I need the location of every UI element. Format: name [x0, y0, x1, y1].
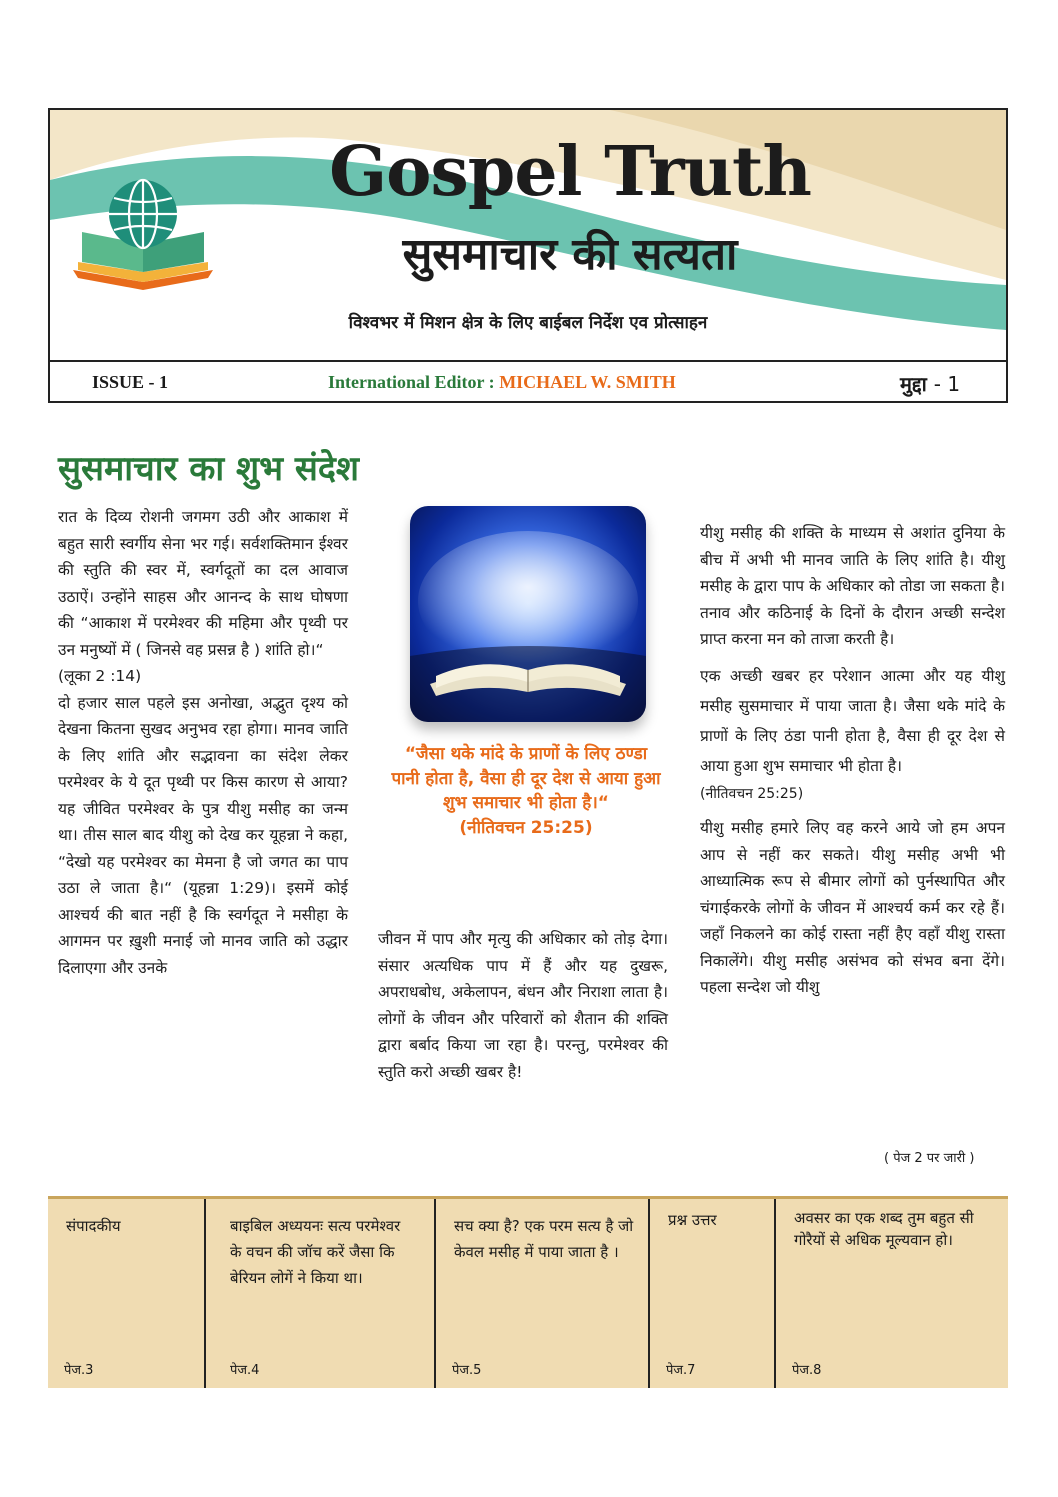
toc-item-truth[interactable]	[434, 1199, 648, 1388]
paragraph: जीवन में पाप और मृत्यु की अधिकार को तोड़ देगा। संसार अत्यधिक पाप में हैं और यह दुखरू, अपराधबोध, अकेलापन, बंधन और निराशा लाता है। लोगों के जीवन और परिवारों को शैतान की शक्ति द्वारा बर्बाद किया जा रहा है। परन्तु, परमेश्वर की स्तुति करो अच्छी खबर है!	[378, 930, 668, 1081]
toc-item-text: बाइबिल अध्ययनः सत्य परमेश्वर के वचन की जॉच करें जैसा कि बेरियन लोगें ने किया था।	[230, 1217, 401, 1287]
toc-item-text: प्रश्न उत्तर	[668, 1211, 717, 1229]
newsletter-title: Gospel Truth	[329, 132, 811, 212]
newsletter-subtitle: सुसमाचार की सत्यता	[402, 229, 738, 280]
issue-hindi-number: - 1	[933, 372, 961, 396]
scripture-reference: (नीतिवचन 25:25)	[700, 785, 804, 802]
editor-credit	[328, 372, 676, 393]
paragraph: यीशु मसीह हमारे लिए वह करने आये जो हम अपन आप से नहीं कर सकते। यीशु मसीह अभी भी आध्यात्मिक रूप से बीमार लोगों को पुर्नस्थापित और चंगाईकरके लोगों के जीवन में आश्चर्य कर्म कर रहे हैं। जहाँ निकलने का कोई रास्ता नहीं हैए वहाँ यीशु रास्ता निकालेंगे। यीशु मसीह असंभव को संभव बना देंगे। पहला सन्देश जो यीशु	[700, 819, 1005, 996]
toc-item-word[interactable]	[774, 1199, 1008, 1388]
continued-note: ( पेज 2 पर जारी )	[884, 1151, 975, 1166]
open-bible-icon	[410, 506, 646, 722]
issue-label: ISSUE - 1	[92, 372, 169, 392]
quote-text: “जैसा थके मांदे के प्राणों के लिए ठण्डा पानी होता है, वैसा ही दूर देश से आया हुआ शुभ समाचार भी होता है।“	[391, 744, 661, 813]
paragraph: दो हजार साल पहले इस अनोखा, अद्भुत दृश्य को देखना कितना सुखद अनुभव रहा होगा। मानव जाति के लिए शांति और सद्भावना का संदेश लेकर परमेश्वर के ये दूत पृथ्वी पर किस कारण से आया? यह जीवित परमेश्वर के पुत्र यीशु मसीह का जन्म था। तीस साल बाद यीशु को देख कर यूहन्ना ने कहा, “देखो यह परमेश्वर का मेमना है जो जगत का पाप उठा ले जाता है।“ (यूहन्ना 1:29)। इसमें कोई आश्चर्य की बात नहीं है कि स्वर्गदूत ने मसीहा के आगमन पर ख़ुशी मनाई जो मानव जाति को उद्धार दिलाएगा और उनके	[58, 693, 348, 977]
toc-item-page: पेज.7	[666, 1363, 696, 1378]
issue-bar	[50, 360, 1006, 403]
paragraph: यीशु मसीह की शक्ति के माध्यम से अशांत दुनिया के बीच में अभी भी मानव जाति के लिए शांति है। यीशु मसीह के द्वारा पाप के अधिकार को तोडा जा सकता है। तनाव और कठिनाई के दिनों के दौरान अच्छी सन्देश प्राप्त करना मन को ताजा करती है।	[700, 524, 1005, 648]
toc-item-questions[interactable]	[648, 1199, 774, 1388]
article-column-1	[58, 504, 348, 981]
masthead	[48, 108, 1008, 403]
toc-item-page: पेज.8	[792, 1363, 822, 1378]
article-headline: सुसमाचार का शुभ संदेश	[58, 449, 360, 489]
paragraph: एक अच्छी खबर हर परेशान आत्मा और यह यीशु मसीह सुसमाचार में पाया जाता है। जैसा थके मांदे के प्राणों के लिए ठंडा पानी होता है, वैसा ही दूर देश से आया हुआ शुभ समाचार भी होता है।	[700, 666, 1005, 775]
issue-hindi-label: मुद्दा	[900, 372, 927, 396]
toc-item-bible-study[interactable]	[204, 1199, 434, 1388]
editor-label: International Editor :	[328, 372, 500, 392]
toc-item-text: अवसर का एक शब्द तुम बहुत सी गोरैयों से अधिक मूल्यवान हो।	[794, 1209, 974, 1249]
quote-reference: (नीतिवचन 25:25)	[459, 817, 593, 838]
paragraph: रात के दिव्य रोशनी जगमग उठी और आकाश में बहुत सारी स्वर्गीय सेना भर गई। सर्वशक्तिमान ईश्वर की स्तुति की स्वर में, स्वर्गदूतों का दल आवाज उठाऐं। उन्होंने साहस और आनन्द के साथ घोषणा की “आकाश में परमेश्वर की महिमा और पृथ्वी पर उन मनुष्यों में ( जिनसे वह प्रसन्न है ) शांति हो।“	[58, 508, 348, 659]
toc-item-page: पेज.4	[230, 1363, 260, 1378]
issue-hindi	[900, 370, 960, 397]
toc-item-text: संपादकीय	[66, 1217, 121, 1235]
editor-name: MICHAEL W. SMITH	[499, 372, 676, 392]
toc-item-page: पेज.5	[452, 1363, 482, 1378]
pull-quote	[390, 742, 662, 840]
toc-item-text: सच क्या है? एक परम सत्य है जो केवल मसीह में पाया जाता है ।	[454, 1217, 634, 1261]
scripture-reference: (लूका 2 :14)	[58, 667, 142, 685]
article-column-2	[378, 926, 668, 1085]
contents-strip	[48, 1196, 1008, 1388]
toc-item-editorial[interactable]	[48, 1199, 204, 1388]
article-column-3	[700, 520, 1005, 1001]
tagline: विश्वभर में मिशन क्षेत्र के लिए बाईबल निर्देश एव प्रोत्साहन	[348, 313, 708, 333]
toc-item-page: पेज.3	[64, 1363, 94, 1378]
open-bible-image	[410, 506, 646, 722]
globe-book-icon	[68, 172, 218, 292]
